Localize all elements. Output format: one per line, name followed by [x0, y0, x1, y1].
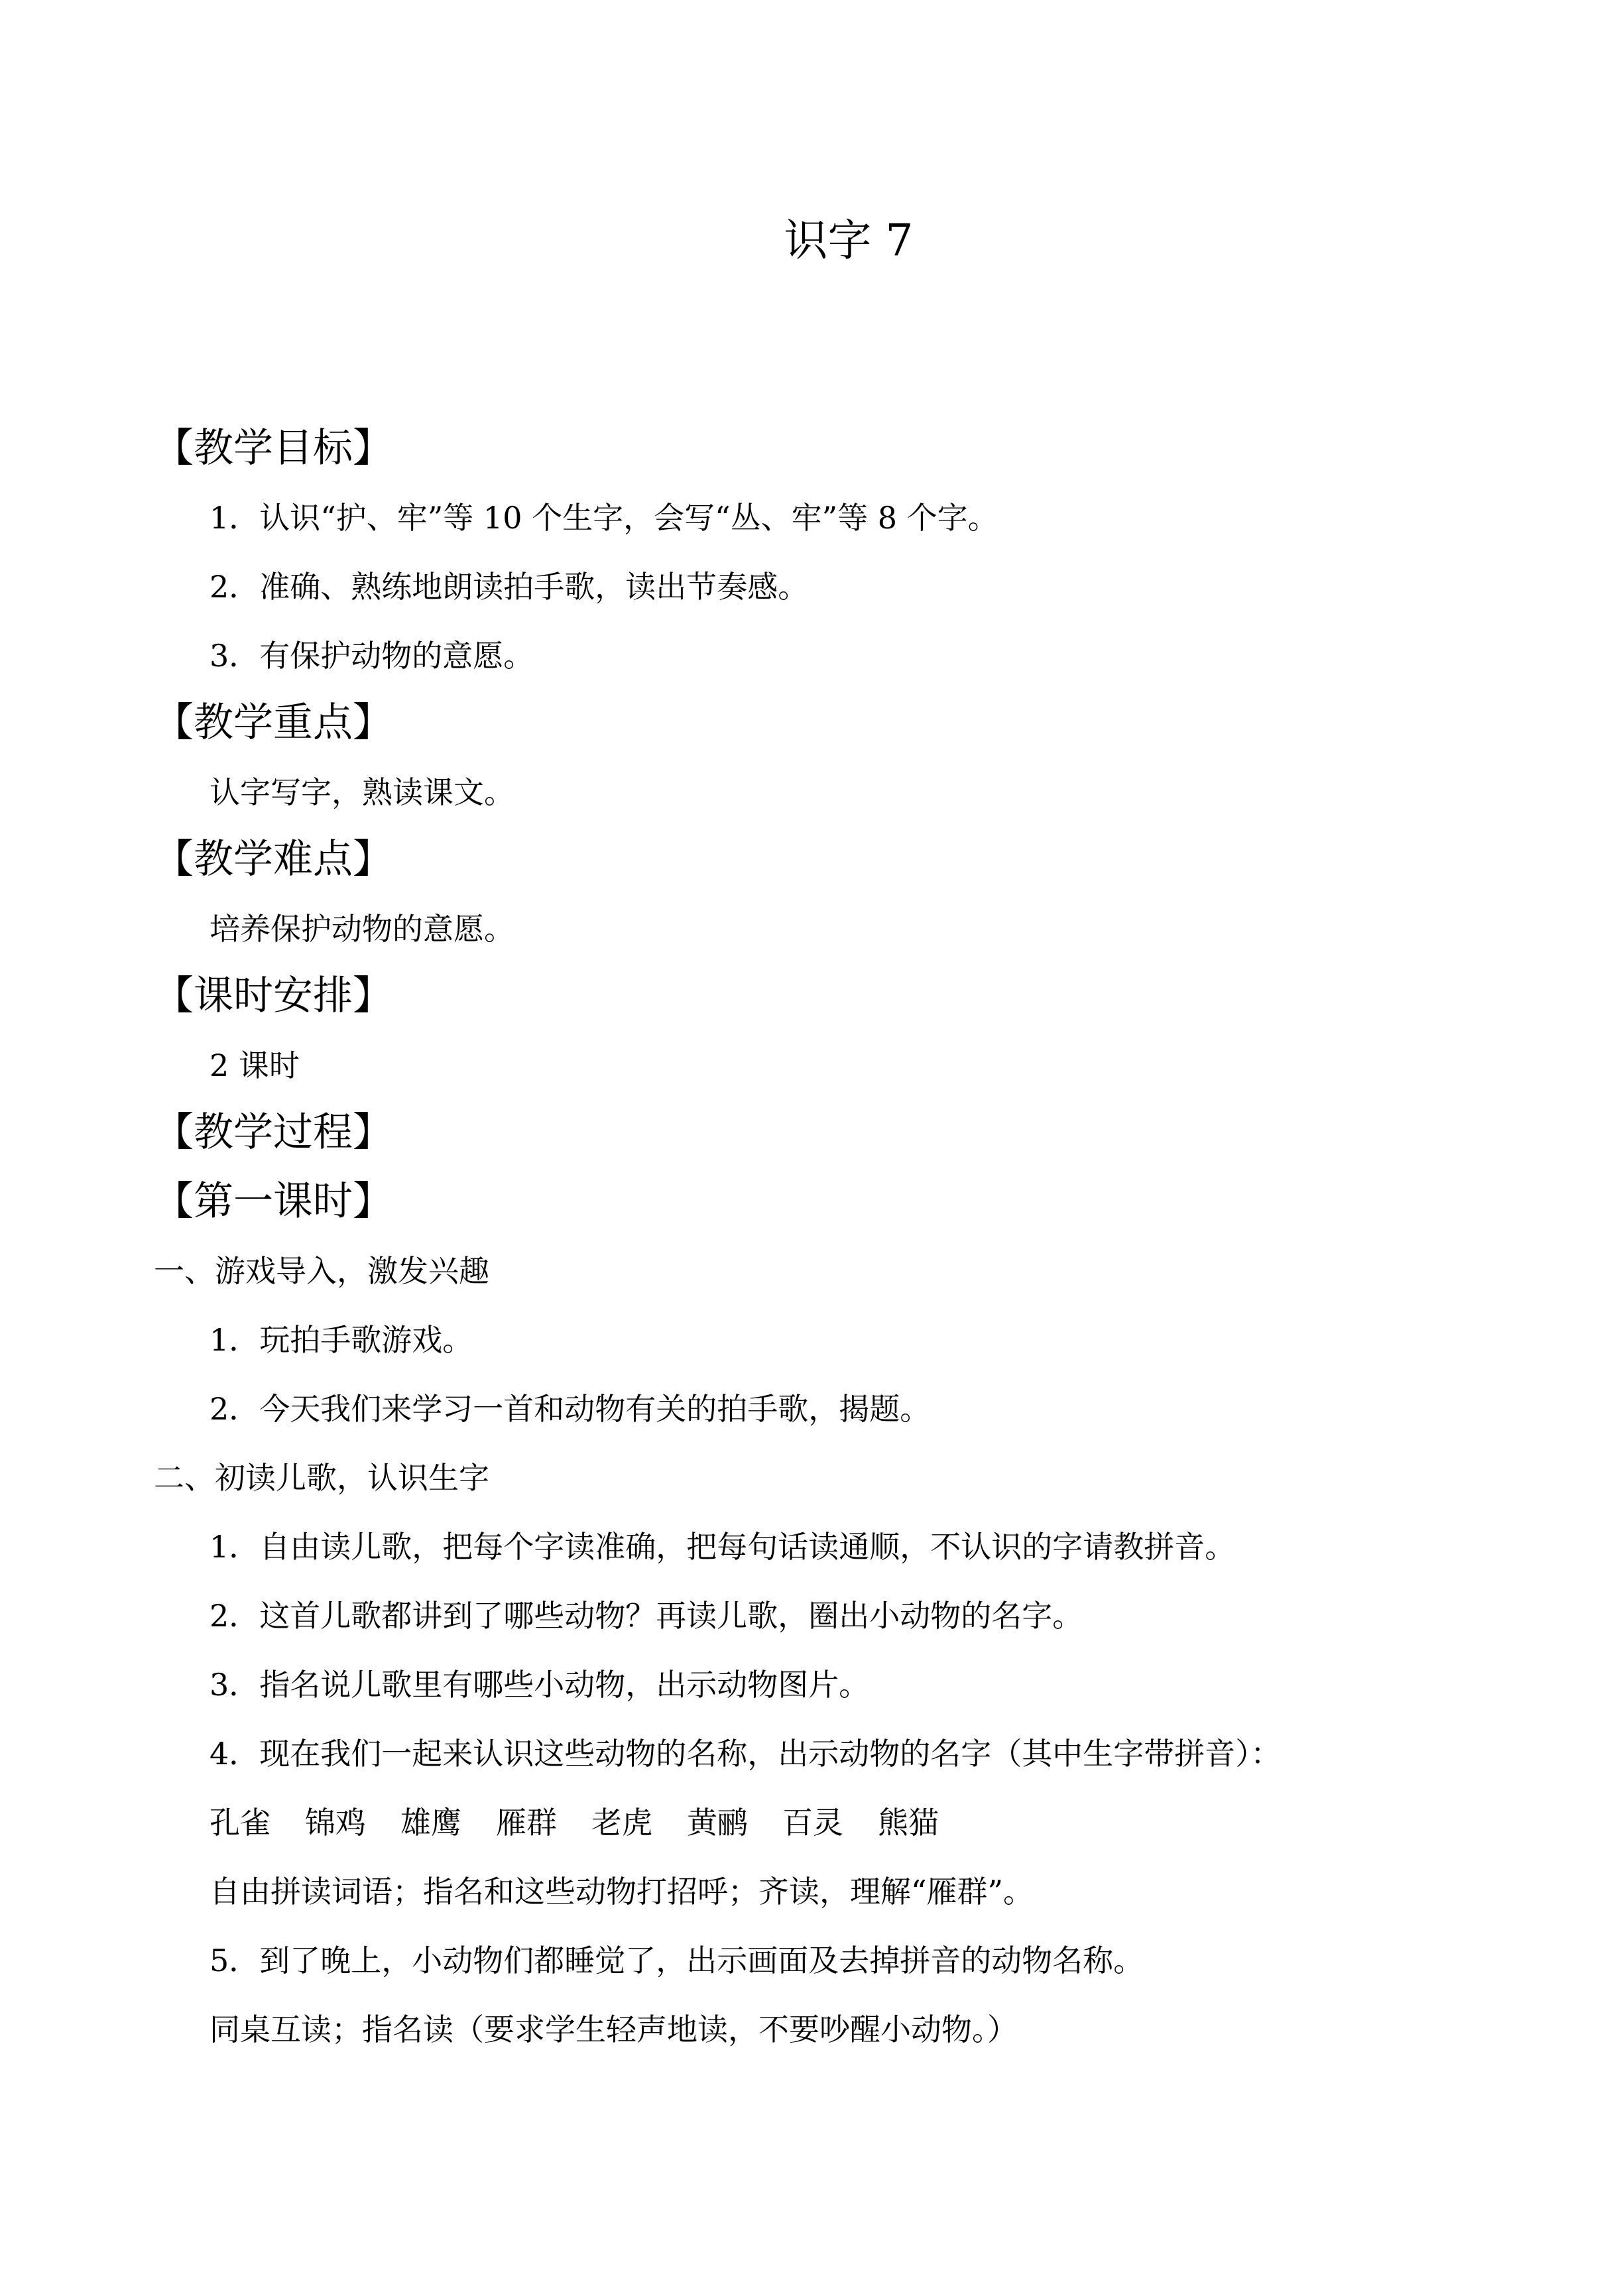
part2-item-5-note: 同桌互读；指名读（要求学生轻声地读，不要吵醒小动物。）: [210, 2012, 1018, 2047]
goals-heading: 【教学目标】: [154, 425, 392, 471]
part2-item-3: 3．指名说儿歌里有哪些小动物，出示动物图片。: [210, 1667, 870, 1703]
part2-item-1: 1．自由读儿歌，把每个字读准确，把每句话读通顺，不认识的字请教拼音。: [210, 1529, 1236, 1565]
part1-item-2: 2．今天我们来学习一首和动物有关的拍手歌，揭题。: [210, 1391, 931, 1427]
part2-title: 二、初读儿歌，认识生字: [154, 1460, 489, 1496]
goal-item-1: 1．认识“护、牢”等 10 个生字，会写“丛、牢”等 8 个字。: [210, 500, 998, 536]
page-title: 识字 7: [784, 215, 914, 266]
difficulty-heading: 【教学难点】: [154, 836, 392, 882]
schedule-text: 2 课时: [210, 1048, 300, 1083]
animal-name: 雄鹰: [400, 1805, 461, 1841]
animal-name: 熊猫: [878, 1805, 939, 1841]
animal-name: 孔雀: [210, 1805, 270, 1841]
animal-list: [210, 1801, 973, 1844]
process-heading: 【教学过程】: [154, 1109, 392, 1156]
lesson1-heading: 【第一课时】: [154, 1178, 392, 1225]
goal-item-2: 2．准确、熟练地朗读拍手歌，读出节奏感。: [210, 569, 809, 605]
key-heading: 【教学重点】: [154, 699, 392, 746]
animal-name: 锦鸡: [305, 1805, 366, 1841]
animal-name: 雁群: [496, 1805, 557, 1841]
key-text: 认字写字，熟读课文。: [210, 774, 514, 810]
part2-item-5: 5．到了晚上，小动物们都睡觉了，出示画面及去掉拼音的动物名称。: [210, 1943, 1144, 1978]
goal-item-3: 3．有保护动物的意愿。: [210, 638, 534, 674]
animal-name: 黄鹂: [687, 1805, 748, 1841]
after-animals-text: 自由拼读词语；指名和这些动物打招呼；齐读，理解“雁群”。: [210, 1874, 1034, 1909]
part1-item-1: 1．玩拍手歌游戏。: [210, 1322, 473, 1358]
part2-item-4: 4．现在我们一起来认识这些动物的名称，出示动物的名字（其中生字带拼音）：: [210, 1736, 1282, 1772]
part1-title: 一、游戏导入，激发兴趣: [154, 1253, 489, 1289]
schedule-heading: 【课时安排】: [154, 973, 392, 1019]
difficulty-text: 培养保护动物的意愿。: [210, 911, 514, 947]
part2-item-2: 2．这首儿歌都讲到了哪些动物？再读儿歌，圈出小动物的名字。: [210, 1598, 1083, 1634]
animal-name: 百灵: [782, 1805, 843, 1841]
animal-name: 老虎: [591, 1805, 652, 1841]
